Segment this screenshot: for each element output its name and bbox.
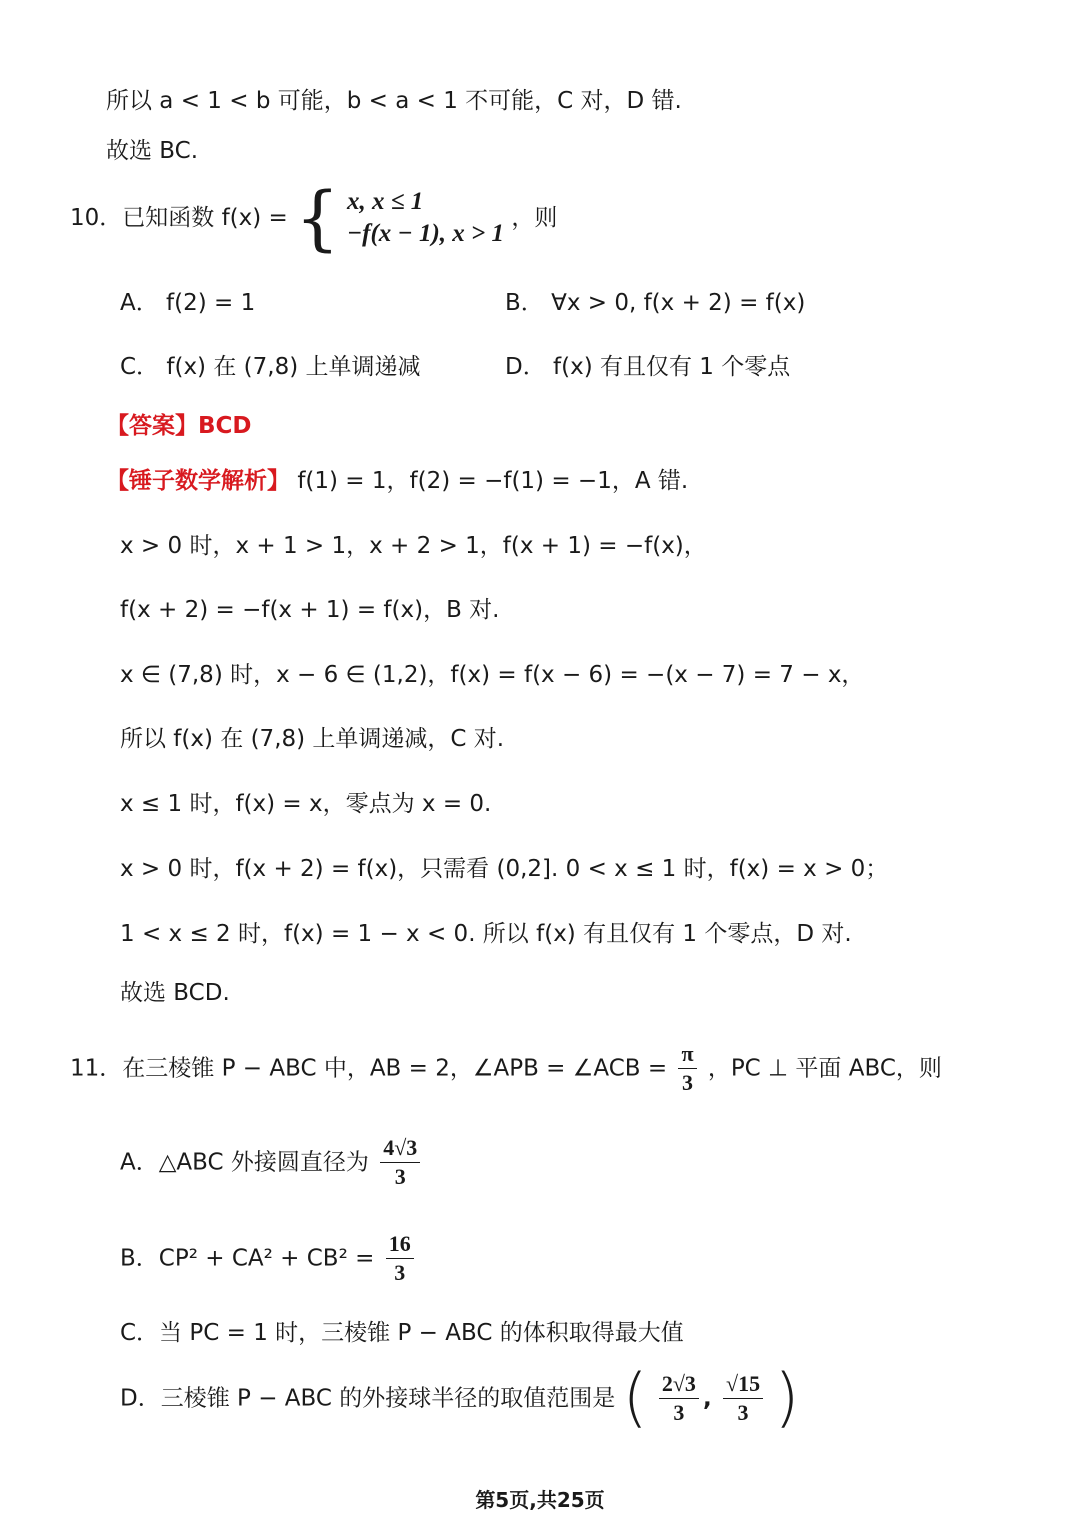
- analysis-text: f(1) = 1，f(2) = −f(1) = −1，A 错.: [297, 468, 689, 494]
- fraction-denominator: 3: [394, 1164, 406, 1189]
- fraction-numerator: 4√3: [380, 1134, 420, 1163]
- question-11-stem: 11．在三棱锥 P − ABC 中，AB = 2，∠APB = ∠ACB =: [70, 1055, 668, 1082]
- option-11-b-text: B．CP² + CA² + CB² =: [120, 1245, 375, 1272]
- fraction-numerator: π: [678, 1040, 696, 1069]
- fraction-numerator: 2√3: [659, 1370, 699, 1399]
- analysis-line-3: f(x + 2) = −f(x + 1) = f(x)，B 对.: [120, 597, 500, 623]
- right-paren: ): [774, 1361, 800, 1436]
- option-11-a-text: A．△ABC 外接圆直径为: [120, 1149, 369, 1176]
- question-11-tail: ，PC ⊥ 平面 ABC，则: [707, 1055, 942, 1082]
- analysis-line-1: [106, 464, 688, 498]
- analysis-line-6: x ≤ 1 时，f(x) = x，零点为 x = 0.: [120, 791, 492, 817]
- question-10-suffix: ，则: [511, 205, 558, 231]
- option-11-d: [120, 1361, 800, 1446]
- analysis-tag: 【锤子数学解析】: [106, 468, 290, 494]
- analysis-line-4: x ∈ (7,8) 时，x − 6 ∈ (1,2)，f(x) = f(x − 6) = −(x − 7) = 7 − x，: [120, 662, 865, 688]
- fraction: [386, 1230, 414, 1287]
- question-11: [70, 1040, 942, 1100]
- question-10-stem: 10．已知函数 f(x) =: [70, 205, 288, 231]
- option-10-c: C． f(x) 在 (7,8) 上单调递减: [120, 354, 421, 380]
- analysis-line-7: x > 0 时，f(x + 2) = f(x)，只需看 (0,2]. 0 < x ≤ 1 时，f(x) = x > 0；: [120, 856, 889, 882]
- left-paren: (: [622, 1361, 648, 1436]
- case-1: x, x ≤ 1: [347, 188, 424, 215]
- case-2: −f(x − 1), x > 1: [347, 220, 505, 247]
- option-11-c: C．当 PC = 1 时，三棱锥 P − ABC 的体积取得最大值: [120, 1320, 684, 1346]
- fraction-numerator: √15: [723, 1370, 763, 1399]
- page-footer: 第5页,共25页: [475, 1488, 605, 1512]
- fraction: [723, 1370, 763, 1427]
- analysis-line-9: 故选 BCD.: [120, 980, 230, 1006]
- fraction-numerator: 16: [386, 1230, 414, 1259]
- answer-tag: 【答案】BCD: [106, 413, 252, 439]
- analysis-line-8: 1 < x ≤ 2 时，f(x) = 1 − x < 0. 所以 f(x) 有且仅有 1 个零点，D 对.: [120, 921, 852, 947]
- fraction-denominator: 3: [681, 1070, 693, 1095]
- option-10-d: D． f(x) 有且仅有 1 个零点: [505, 354, 791, 380]
- fraction: [380, 1134, 420, 1191]
- fraction-pi-over-3: [678, 1040, 696, 1097]
- text-line: 所以 a < 1 < b 可能，b < a < 1 不可能，C 对，D 错.: [106, 88, 682, 114]
- question-10: [70, 177, 558, 259]
- text-line: 故选 BC.: [106, 138, 199, 164]
- fraction-denominator: 3: [737, 1400, 749, 1425]
- option-11-a: [120, 1134, 424, 1198]
- analysis-line-5: 所以 f(x) 在 (7,8) 上单调递减，C 对.: [120, 726, 505, 752]
- analysis-line-2: x > 0 时，x + 1 > 1，x + 2 > 1，f(x + 1) = −f(x)，: [120, 533, 707, 559]
- brace: {: [295, 177, 340, 259]
- piecewise-cases: [347, 186, 504, 250]
- fraction: [659, 1370, 699, 1427]
- option-10-a: A． f(2) = 1: [120, 290, 256, 316]
- option-11-d-text: D．三棱锥 P − ABC 的外接球半径的取值范围是: [120, 1385, 616, 1412]
- fraction-denominator: 3: [673, 1400, 685, 1425]
- comma: ,: [702, 1385, 712, 1412]
- option-10-b: B． ∀x > 0, f(x + 2) = f(x): [505, 290, 806, 316]
- fraction-denominator: 3: [394, 1260, 406, 1285]
- option-11-b: [120, 1230, 418, 1294]
